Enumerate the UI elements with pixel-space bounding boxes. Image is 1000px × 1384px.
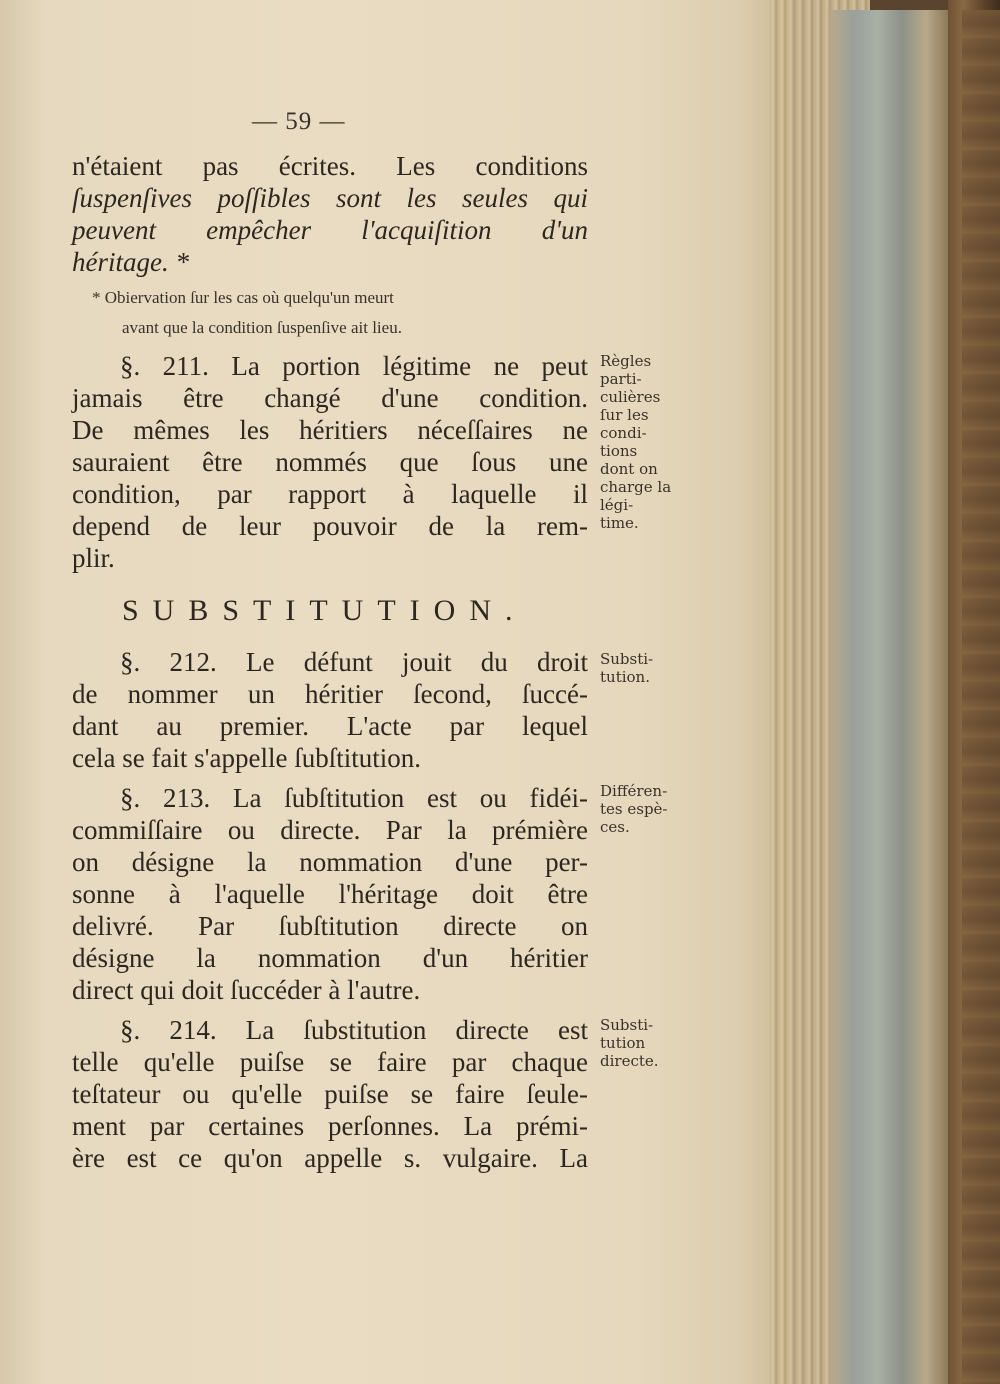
- footnote-line: * Obiervation ſur les cas où quelqu'un meurt: [92, 288, 394, 307]
- margin-line: ces.: [600, 818, 630, 836]
- text-line: peuvent empêcher l'acquiſition d'un: [72, 215, 588, 245]
- margin-line: Substi-: [600, 1016, 654, 1034]
- margin-line: dont on: [600, 460, 658, 478]
- paragraph-212-line: §. 212. Le défunt jouit du droit: [120, 647, 588, 677]
- paragraph-212-line: cela se fait s'appelle ſubſtitution.: [72, 743, 422, 773]
- margin-line: ſur les: [600, 406, 649, 424]
- margin-line: légi-: [600, 496, 634, 514]
- paragraph-211-line: condition, par rapport à laquelle il: [72, 479, 588, 509]
- footnote-line: avant que la condition ſuspenſive ait lieu.: [122, 318, 402, 337]
- paragraph-214-line: ment par certaines perſonnes. La prémi-: [72, 1111, 588, 1141]
- paragraph-213-line: on désigne la nommation d'une per-: [72, 847, 588, 877]
- margin-line: Règles: [600, 352, 652, 370]
- margin-line: tution: [600, 1034, 646, 1052]
- paragraph-211-line: sauraient être nommés que ſous une: [72, 447, 588, 477]
- paragraph-211-line: §. 211. La portion légitime ne peut: [120, 351, 588, 381]
- margin-line: tution.: [600, 668, 650, 686]
- paragraph-214-line: teſtateur ou qu'elle puiſse se faire ſeule-: [72, 1079, 588, 1109]
- paragraph-213-line: désigne la nommation d'un héritier: [72, 943, 588, 973]
- margin-line: Différen-: [600, 782, 668, 800]
- margin-note-212: [600, 650, 653, 686]
- text-line: ſuspenſives poſſibles sont les seules qui: [72, 183, 588, 213]
- margin-line: time.: [600, 514, 639, 532]
- margin-line: culières: [600, 388, 661, 406]
- margin-note-213: [600, 782, 668, 836]
- page-number: — 59 —: [252, 108, 346, 135]
- margin-line: Substi-: [600, 650, 654, 668]
- section-heading: SUBSTITUTION.: [122, 594, 527, 627]
- paragraph-212-line: de nommer un héritier ſecond, ſuccé-: [72, 679, 588, 709]
- margin-line: condi-: [600, 424, 647, 442]
- paragraph-213-line: §. 213. La ſubſtitution est ou fidéi-: [120, 783, 588, 813]
- margin-line: tions: [600, 442, 638, 460]
- paragraph-211-line: jamais être changé d'une condition.: [72, 383, 588, 413]
- paragraph-213-line: sonne à l'aquelle l'héritage doit être: [72, 879, 588, 909]
- margin-note-214: [600, 1016, 659, 1070]
- fore-edge: [830, 10, 950, 1384]
- paragraph-211-line: plir.: [72, 543, 115, 573]
- margin-line: parti-: [600, 370, 642, 388]
- paragraph-213-line: direct qui doit ſuccéder à l'autre.: [72, 975, 421, 1005]
- paragraph-214-line: telle qu'elle puiſse se faire par chaque: [72, 1047, 588, 1077]
- margin-line: charge la: [600, 478, 672, 496]
- paragraph-214-line: §. 214. La ſubstitution directe est: [120, 1015, 588, 1045]
- cover-leather-texture: [962, 10, 1000, 1384]
- margin-line: directe.: [600, 1052, 659, 1070]
- paragraph-211-line: depend de leur pouvoir de la rem-: [72, 511, 588, 541]
- text-line: héritage. *: [72, 247, 189, 277]
- paragraph-212-line: dant au premier. L'acte par lequel: [72, 711, 588, 741]
- paragraph-211-line: De mêmes les héritiers néceſſaires ne: [72, 415, 588, 445]
- paragraph-213-line: commiſſaire ou directe. Par la prémière: [72, 815, 588, 845]
- margin-note-211: [600, 352, 671, 532]
- paragraph-213-line: delivré. Par ſubſtitution directe on: [72, 911, 588, 941]
- text-line: n'étaient pas écrites. Les conditions: [72, 151, 588, 181]
- paragraph-214-line: ère est ce qu'on appelle s. vulgaire. La: [72, 1143, 588, 1173]
- margin-line: tes espè-: [600, 800, 668, 818]
